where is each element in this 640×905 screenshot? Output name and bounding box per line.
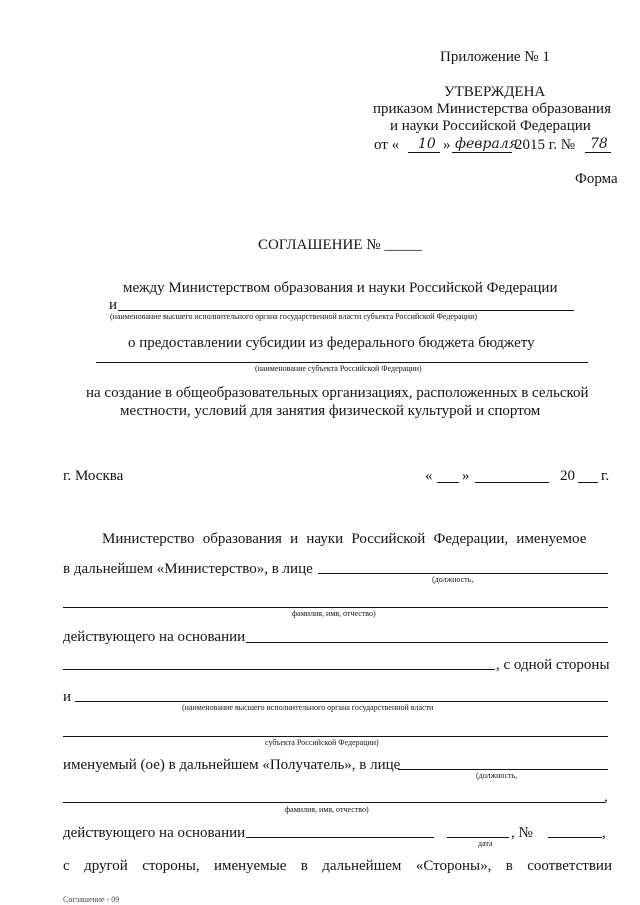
ministry-paragraph-line-1: Министерство образования и науки Российской Федерации, именуемое — [102, 531, 587, 547]
city-label: г. Москва — [63, 468, 124, 484]
and-word-body: и — [63, 689, 72, 705]
order-number-value: 78 — [590, 136, 608, 152]
acting-basis-line-3 — [246, 837, 434, 838]
purpose-line-2: местности, условий для занятия физической культурой и спортом — [120, 403, 541, 419]
order-day-underline — [408, 152, 440, 153]
recipient-fio-comma: , — [604, 789, 608, 805]
and-word-top: и — [109, 297, 118, 313]
agreement-heading: СОГЛАШЕНИЕ № _____ — [258, 237, 422, 253]
form-label: Форма — [575, 171, 618, 187]
date-month-blank — [475, 482, 549, 483]
caption-position: (должность, — [432, 575, 474, 584]
order-line-1: приказом Министерства образования — [373, 101, 611, 117]
caption-subject-name: (наименование субъекта Российской Федерации) — [255, 364, 422, 373]
date-year-suffix: г. — [601, 468, 610, 484]
recipient-line: именуемый (ое) в дальнейшем «Получатель», в лице — [63, 757, 401, 773]
authority-name-line — [118, 310, 574, 311]
acting-basis-line — [246, 642, 608, 643]
caption-recipient-authority: (наименование высшего исполнительного органа государственной власти — [182, 703, 434, 712]
caption-authority-name: (наименование высшего исполнительного органа государственной власти субъекта Российской Федерации) — [110, 312, 478, 321]
word: стороны, — [142, 858, 200, 874]
word: в — [300, 858, 308, 874]
number-line — [548, 837, 602, 838]
one-side-label: , с одной стороны — [496, 657, 610, 673]
word: соответствии — [527, 858, 612, 874]
order-date-month: февраля — [455, 136, 518, 152]
appendix-label: Приложение № 1 — [440, 49, 550, 65]
word: в — [505, 858, 513, 874]
order-date-mid: » — [443, 137, 451, 153]
date-close-quote: » — [462, 468, 470, 484]
order-date-prefix: от « — [374, 137, 400, 153]
footer-label: Соглашение - 09 — [63, 895, 120, 904]
number-comma: , — [602, 825, 606, 841]
recipient-fio-line — [63, 802, 605, 803]
approved-label: УТВЕРЖДЕНА — [444, 84, 546, 100]
word: дальнейшем — [322, 858, 402, 874]
ministry-position-line — [318, 573, 608, 574]
recipient-authority-line — [75, 701, 608, 702]
acting-basis-date-line — [447, 837, 509, 838]
word: именуемые — [213, 858, 287, 874]
word: «Стороны», — [415, 858, 492, 874]
order-number-underline — [585, 152, 611, 153]
recipient-position-line — [398, 769, 608, 770]
acting-basis-label-2: действующего на основании — [63, 825, 246, 841]
date-year-prefix: 20 — [560, 468, 575, 484]
purpose-line-1: на создание в общеобразовательных организациях, расположенных в сельской — [86, 385, 589, 401]
caption-fio-2: фамилия, имя, отчество) — [285, 805, 369, 814]
recipient-subject-line — [63, 736, 608, 737]
order-date-day: 10 — [418, 136, 436, 152]
between-line: между Министерством образования и науки Российской Федерации — [123, 280, 558, 296]
acting-basis-label: действующего на основании — [63, 629, 246, 645]
ministry-fio-line — [63, 607, 608, 608]
other-side-line — [63, 857, 612, 875]
ministry-paragraph-line-2: в дальнейшем «Министерство», в лице — [63, 561, 313, 577]
word: с — [63, 858, 70, 874]
order-line-2: и науки Российской Федерации — [390, 118, 591, 134]
word: другой — [84, 858, 128, 874]
subsidy-line: о предоставлении субсидии из федерального бюджета бюджету — [128, 335, 535, 351]
caption-fio: фамилия, имя, отчество) — [292, 609, 376, 618]
order-date-year: 2015 г. № — [515, 137, 576, 153]
date-day-blank — [437, 482, 459, 483]
number-label: , № — [511, 825, 533, 841]
caption-recipient-subject: субъекта Российской Федерации) — [265, 738, 379, 747]
caption-position-2: (должность, — [476, 771, 518, 780]
order-month-underline — [452, 152, 512, 153]
acting-basis-line-2 — [63, 669, 495, 670]
date-year-blank — [578, 482, 598, 483]
date-open-quote: « — [425, 468, 433, 484]
subject-name-line — [96, 362, 588, 363]
caption-date: дата — [478, 839, 493, 848]
